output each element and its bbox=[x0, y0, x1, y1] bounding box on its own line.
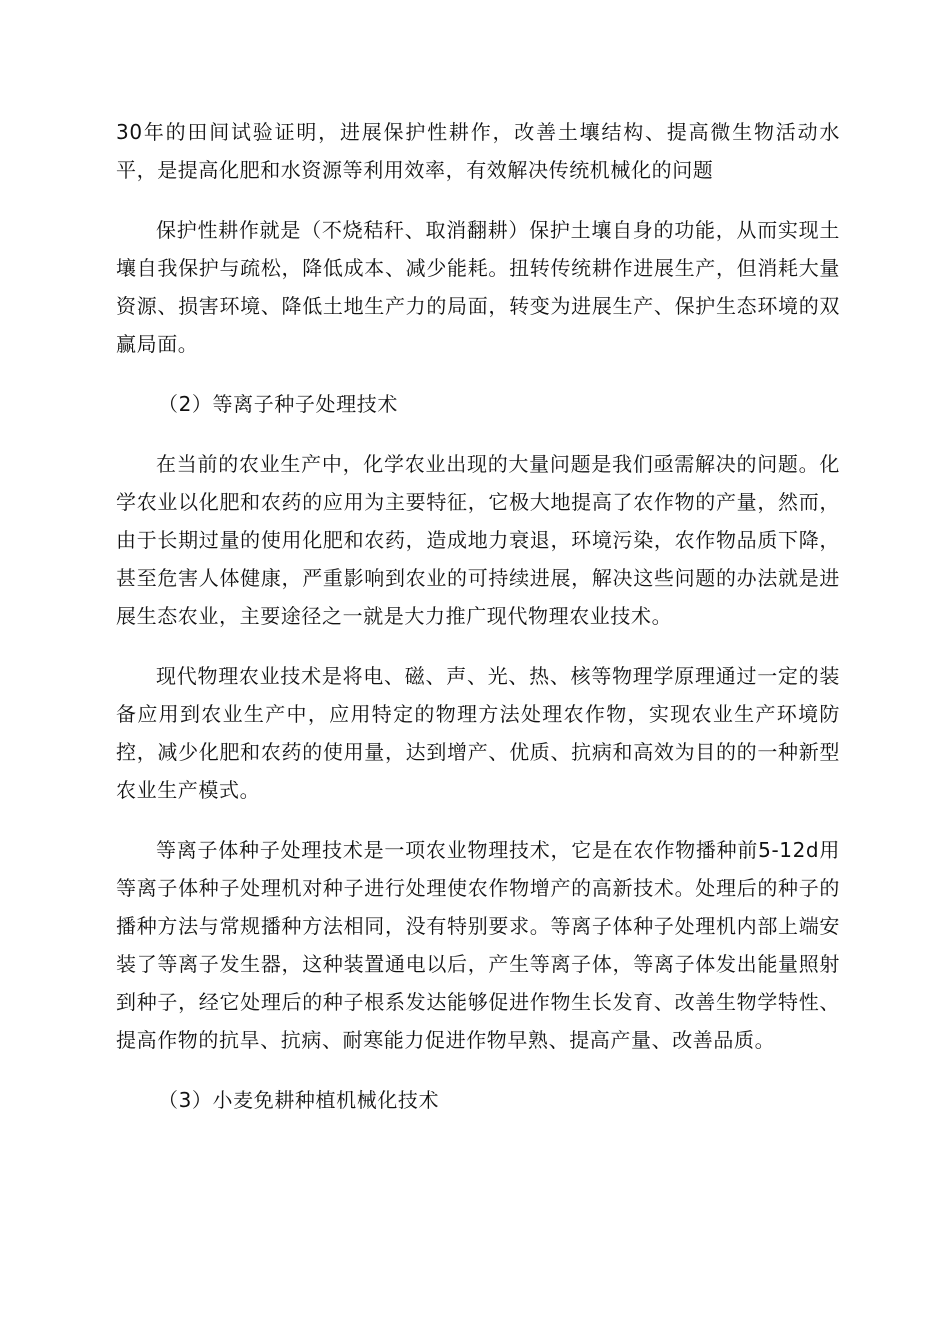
document-page bbox=[116, 113, 840, 1141]
paragraph-chemical-agriculture: 在当前的农业生产中，化学农业出现的大量问题是我们亟需解决的问题。化学农业以化肥和农药的应用为主要特征，它极大地提高了农作物的产量，然而，由于长期过量的使用化肥和农药，造成地力衰退，环境污染，农作物品质下降，甚至危害人体健康，严重影响到农业的可持续进展，解决这些问题的办法就是进展生态农业，主要途径之一就是大力推广现代物理农业技术。 bbox=[116, 452, 840, 628]
paragraph-conservation-tillage: 保护性耕作就是（不烧秸秆、取消翻耕）保护土壤自身的功能，从而实现土壤自我保护与疏松，降低成本、减少能耗。扭转传统耕作进展生产，但消耗大量资源、损害环境、降低土地生产力的局面，转变为进展生产、保护生态环境的双赢局面。 bbox=[116, 218, 840, 356]
paragraph-physical-agriculture: 现代物理农业技术是将电、磁、声、光、热、核等物理学原理通过一定的装备应用到农业生产中，应用特定的物理方法处理农作物，实现农业生产环境防控，减少化肥和农药的使用量，达到增产、优质、抗病和高效为目的的一种新型农业生产模式。 bbox=[116, 664, 840, 802]
paragraph-tillage-trials: 30年的田间试验证明，进展保护性耕作，改善土壤结构、提高微生物活动水平，是提高化肥和水资源等利用效率，有效解决传统机械化的问题 bbox=[116, 120, 840, 182]
paragraph-plasma-technology: 等离子体种子处理技术是一项农业物理技术，它是在农作物播种前5-12d用等离子体种子处理机对种子进行处理使农作物增产的高新技术。处理后的种子的播种方法与常规播种方法相同，没有特别要求。等离子体种子处理机内部上端安装了等离子发生器，这种装置通电以后，产生等离子体，等离子体发出能量照射到种子，经它处理后的种子根系发达能够促进作物生长发育、改善生物学特性、提高作物的抗旱、抗病、耐寒能力促进作物早熟、提高产量、改善品质。 bbox=[116, 838, 840, 1052]
section-heading-no-till-wheat: （3）小麦免耕种植机械化技术 bbox=[158, 1088, 440, 1112]
section-heading-plasma-seed: （2）等离子种子处理技术 bbox=[158, 392, 398, 416]
